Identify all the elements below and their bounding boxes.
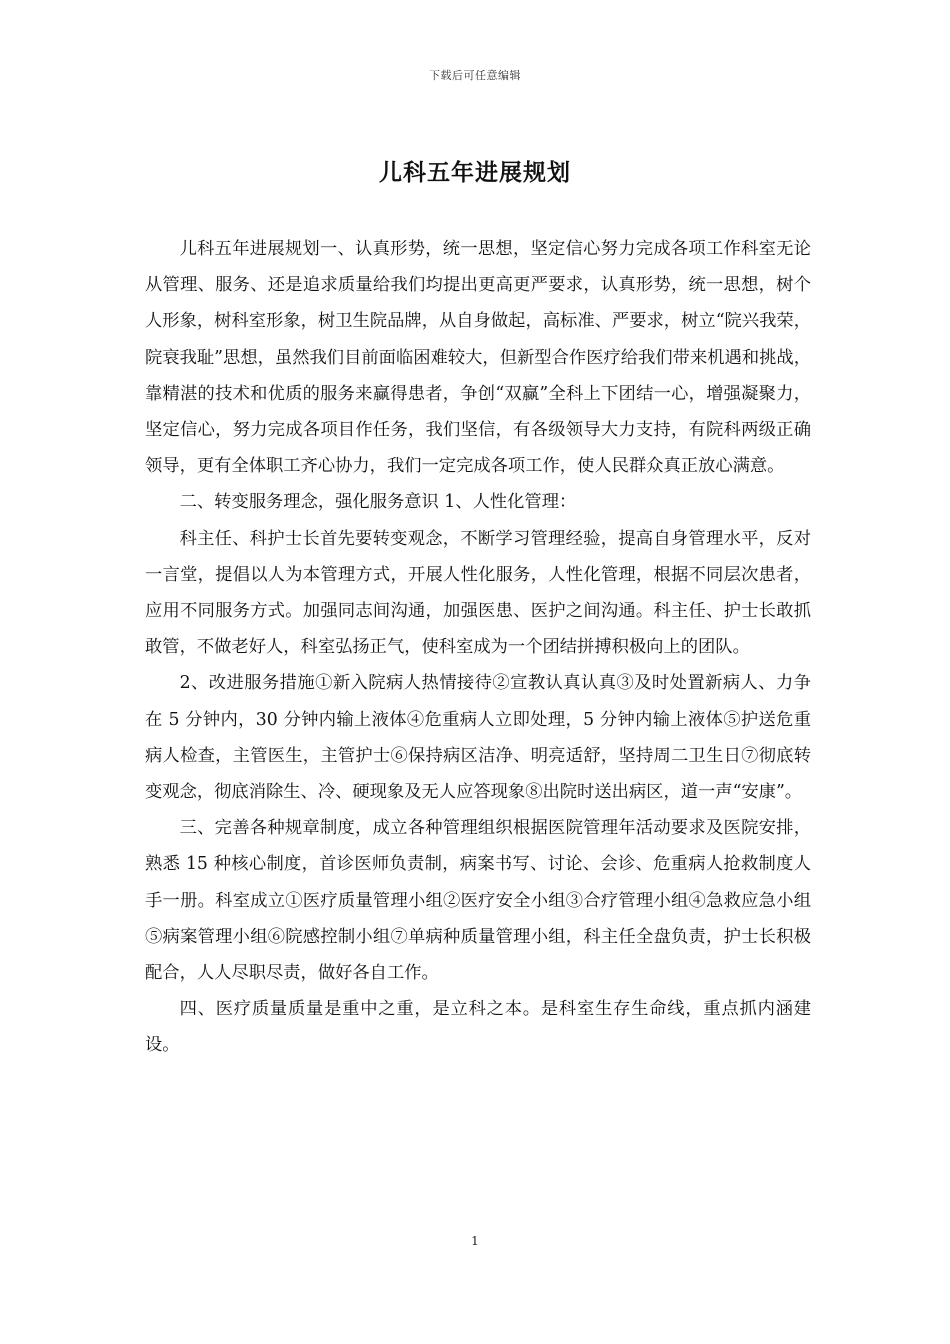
paragraph: 2、改进服务措施①新入院病人热情接待②宣教认真认真③及时处置新病人、力争在 5 分钟内，30 分钟内输上液体④危重病人立即处理，5 分钟内输上液体⑤护送危重病人检查，主管医生，主管护士⑥保持病区洁净、明亮适舒，坚持周二卫生日⑦彻底转变观念，彻底消除生、冷、硬现象及无人应答现象⑧出院时送出病区，道一声“安康”。 [145, 673, 811, 803]
paragraph: 三、完善各种规章制度，成立各种管理组织根据医院管理年活动要求及医院安排，熟悉 15 种核心制度，首诊医师负责制，病案书写、讨论、会诊、危重病人抢救制度人手一册。科室成立①医疗质量管理小组②医疗安全小组③合疗管理小组④急救应急小组⑤病案管理小组⑥院感控制小组⑦单病种质量管理小组，科主任全盘负责，护士长积极配合，人人尽职尽责，做好各自工作。 [145, 818, 811, 984]
paragraph: 儿科五年进展规划一、认真形势，统一思想，坚定信心努力完成各项工作科室无论从管理、服务、还是追求质量给我们均提出更高更严要求，认真形势，统一思想，树个人形象，树科室形象，树卫生院品牌，从自身做起，高标准、严要求，树立“院兴我荣，院衰我耻”思想，虽然我们目前面临困难较大，但新型合作医疗给我们带来机遇和挑战，靠精湛的技术和优质的服务来赢得患者，争创“双赢”全科上下团结一心，增强凝聚力，坚定信心，努力完成各项目作任务，我们坚信，有各级领导大力支持，有院科两级正确领导，更有全体职工齐心协力，我们一定完成各项工作，使人民群众真正放心满意。 [145, 239, 811, 477]
paragraph: 四、医疗质量质量是重中之重，是立科之本。是科室生存生命线，重点抓内涵建设。 [145, 999, 811, 1056]
paragraph: 科主任、科护士长首先要转变观念，不断学习管理经验，提高自身管理水平，反对一言堂，提倡以人为本管理方式，开展人性化服务，人性化管理，根据不同层次患者，应用不同服务方式。加强同志间沟通，加强医患、医护之间沟通。科主任、护士长敢抓敢管，不做老好人，科室弘扬正气，使科室成为一个团结拼搏积极向上的团队。 [145, 528, 811, 658]
page-number: 1 [471, 1234, 479, 1248]
document-title: 儿科五年进展规划 [379, 159, 571, 186]
paragraph: 二、转变服务理念，强化服务意识 1、人性化管理： [179, 492, 577, 513]
header-note: 下载后可任意编辑 [429, 69, 521, 82]
document-body [145, 231, 811, 1064]
